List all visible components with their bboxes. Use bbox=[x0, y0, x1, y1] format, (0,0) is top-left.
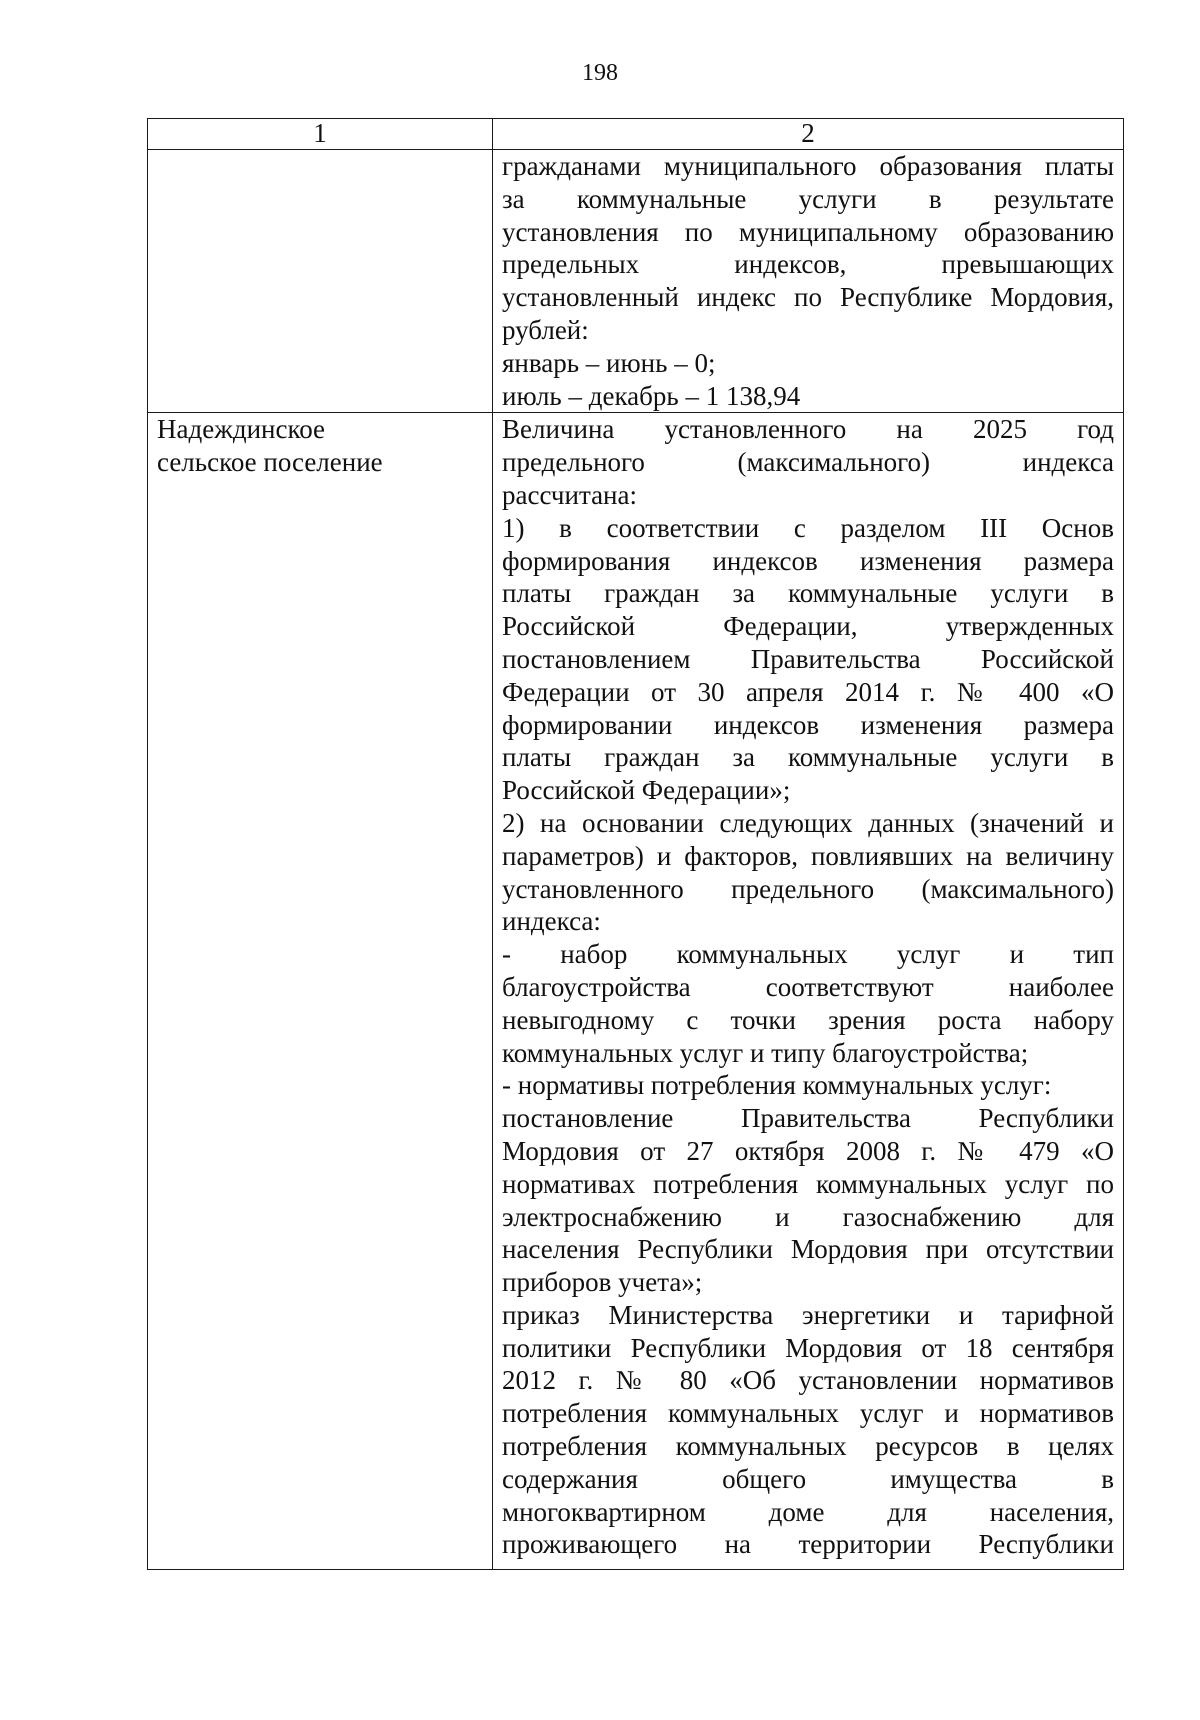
text-line: рублей: bbox=[502, 314, 589, 345]
text-line: постановлением Правительства Российской bbox=[502, 643, 1114, 674]
text-line: индекса: bbox=[502, 906, 601, 937]
text-line: потребления коммунальных услуг и нормативов bbox=[502, 1398, 1114, 1429]
text-line: нормативах потребления коммунальных услуг по bbox=[502, 1168, 1114, 1199]
text-line: потребления коммунальных ресурсов в целях bbox=[502, 1431, 1114, 1462]
text-line: - нормативы потребления коммунальных услуг: bbox=[502, 1070, 1052, 1101]
municipality-name-line: сельское поселение bbox=[157, 447, 383, 478]
text-line: - набор коммунальных услуг и тип bbox=[502, 939, 1114, 970]
text-line: приказ Министерства энергетики и тарифной bbox=[502, 1299, 1114, 1330]
page-number: 198 bbox=[582, 60, 618, 86]
text-line: Мордовия от 27 октября 2008 г. № 479 «О bbox=[502, 1135, 1114, 1166]
text-line: предельного (максимального) индекса bbox=[502, 447, 1114, 478]
text-line: приборов учета»; bbox=[502, 1267, 703, 1298]
text-line: 2012 г. № 80 «Об установлении нормативов bbox=[502, 1365, 1114, 1396]
text-line: коммунальных услуг и типу благоустройства; bbox=[502, 1037, 1029, 1068]
municipality-cell bbox=[148, 413, 493, 1570]
municipality-cell bbox=[148, 150, 493, 413]
text-line: установленный индекс по Республике Мордовия, bbox=[502, 282, 1114, 313]
text-line: гражданами муниципального образования платы bbox=[502, 151, 1114, 181]
text-line: содержания общего имущества в bbox=[502, 1463, 1114, 1494]
description-cell bbox=[493, 150, 1124, 413]
text-line: установленного предельного (максимального) bbox=[502, 873, 1114, 904]
table-row bbox=[148, 150, 1124, 413]
text-line: формирования индексов изменения размера bbox=[502, 545, 1114, 576]
text-line: Величина установленного на 2025 год bbox=[502, 414, 1114, 445]
column-header-1: 1 bbox=[148, 119, 493, 150]
table-header-row bbox=[148, 119, 1124, 150]
municipality-name-line: Надеждинское bbox=[157, 414, 326, 445]
text-line: рассчитана: bbox=[502, 479, 637, 510]
text-line: Российской Федерации, утвержденных bbox=[502, 611, 1114, 642]
text-line: многоквартирном доме для населения, bbox=[502, 1496, 1114, 1527]
description-cell bbox=[493, 413, 1124, 1570]
text-line: за коммунальные услуги в результате bbox=[502, 183, 1114, 214]
text-line: параметров) и факторов, повлиявших на величину bbox=[502, 840, 1114, 871]
text-line: платы граждан за коммунальные услуги в bbox=[502, 578, 1114, 609]
text-line: платы граждан за коммунальные услуги в bbox=[502, 742, 1114, 773]
text-line: 2) на основании следующих данных (значений и bbox=[502, 807, 1114, 838]
text-line: невыгодному с точки зрения роста набору bbox=[502, 1004, 1114, 1035]
text-line: Российской Федерации»; bbox=[502, 775, 791, 806]
text-line: предельных индексов, превышающих bbox=[502, 249, 1114, 280]
text-line: благоустройства соответствуют наиболее bbox=[502, 971, 1114, 1002]
text-line: формировании индексов изменения размера bbox=[502, 709, 1114, 740]
column-header-2: 2 bbox=[493, 119, 1124, 150]
text-line: установления по муниципальному образованию bbox=[502, 216, 1114, 247]
text-line: электроснабжению и газоснабжению для bbox=[502, 1201, 1114, 1232]
text-line: июль – декабрь – 1 138,94 bbox=[502, 380, 801, 411]
index-table bbox=[147, 118, 1124, 1570]
text-line: Федерации от 30 апреля 2014 г. № 400 «О bbox=[502, 676, 1114, 707]
text-line: политики Республики Мордовия от 18 сентября bbox=[502, 1332, 1114, 1363]
text-line: населения Республики Мордовия при отсутствии bbox=[502, 1234, 1114, 1265]
text-line: 1) в соответствии с разделом III Основ bbox=[502, 512, 1114, 543]
text-line: постановление Правительства Республики bbox=[502, 1103, 1114, 1134]
table-row bbox=[148, 413, 1124, 1570]
text-line: январь – июнь – 0; bbox=[502, 347, 716, 378]
text-line: проживающего на территории Республики bbox=[502, 1529, 1114, 1560]
